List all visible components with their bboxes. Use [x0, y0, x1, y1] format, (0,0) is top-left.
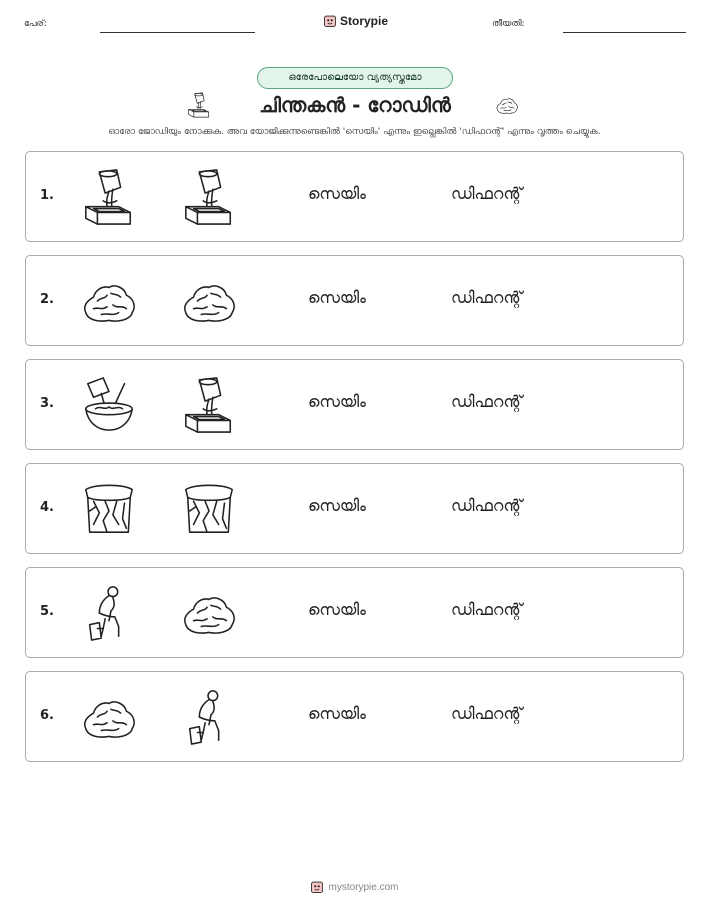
stone-block-icon — [80, 480, 138, 538]
date-field-line[interactable] — [563, 32, 686, 33]
same-option[interactable]: സെയിം — [308, 600, 366, 619]
exercise-row — [25, 463, 684, 554]
row-number: 6. — [40, 708, 54, 723]
clay-lump-icon — [180, 584, 238, 642]
different-option[interactable]: ഡിഫറന്റ് — [451, 600, 523, 619]
stone-block-icon — [180, 480, 238, 538]
instructions: ഓരോ ജോഡിയും നോക്കുക. അവ യോജിക്കുന്നുണ്ടെങ്കിൽ 'സെയിം' എന്നും ഇല്ലെങ്കിൽ 'ഡിഫറന്റ്' എന്നും വൃത്തം ചെയ്യുക. — [108, 127, 601, 137]
thinker-statue-icon — [80, 584, 138, 642]
row-number: 1. — [40, 188, 54, 203]
pour-mold-icon — [180, 168, 238, 226]
same-option[interactable]: സെയിം — [308, 704, 366, 723]
page-header — [0, 14, 709, 36]
mixing-bowl-icon — [80, 376, 138, 434]
exercise-row — [25, 359, 684, 450]
footer — [0, 880, 709, 894]
same-option[interactable]: സെയിം — [308, 288, 366, 307]
same-option[interactable]: സെയിം — [308, 184, 366, 203]
row-number: 2. — [40, 292, 54, 307]
title-row — [0, 92, 709, 118]
clay-lump-icon — [80, 688, 138, 746]
clay-lump-icon — [492, 93, 522, 117]
same-option[interactable]: സെയിം — [308, 392, 366, 411]
different-option[interactable]: ഡിഫറന്റ് — [451, 392, 523, 411]
footer-url: mystorypie.com — [328, 881, 399, 893]
different-option[interactable]: ഡിഫറന്റ് — [451, 704, 523, 723]
same-option[interactable]: സെയിം — [308, 496, 366, 515]
pour-mold-icon — [180, 376, 238, 434]
page-title: ചിന്തകൻ - റോഡിൻ — [259, 93, 451, 117]
row-number: 4. — [40, 500, 54, 515]
name-label: പേര്: — [24, 19, 47, 29]
exercise-row — [25, 671, 684, 762]
exercise-row — [25, 255, 684, 346]
topic-badge: ഒരേപോലെയോ വ്യത്യസ്തമോ — [257, 67, 453, 89]
thinker-statue-icon — [180, 688, 238, 746]
different-option[interactable]: ഡിഫറന്റ് — [451, 184, 523, 203]
exercise-row — [25, 567, 684, 658]
brand-name: Storypie — [340, 14, 389, 28]
pour-mold-icon — [186, 92, 212, 118]
pour-mold-icon — [80, 168, 138, 226]
brand — [323, 14, 388, 28]
different-option[interactable]: ഡിഫറന്റ് — [451, 288, 523, 307]
row-number: 5. — [40, 604, 54, 619]
storypie-logo-icon — [323, 14, 337, 28]
name-field-line[interactable] — [100, 32, 255, 33]
clay-lump-icon — [180, 272, 238, 330]
different-option[interactable]: ഡിഫറന്റ് — [451, 496, 523, 515]
storypie-logo-icon — [310, 880, 324, 894]
row-number: 3. — [40, 396, 54, 411]
exercise-row — [25, 151, 684, 242]
clay-lump-icon — [80, 272, 138, 330]
date-label: തീയതി: — [492, 19, 525, 29]
